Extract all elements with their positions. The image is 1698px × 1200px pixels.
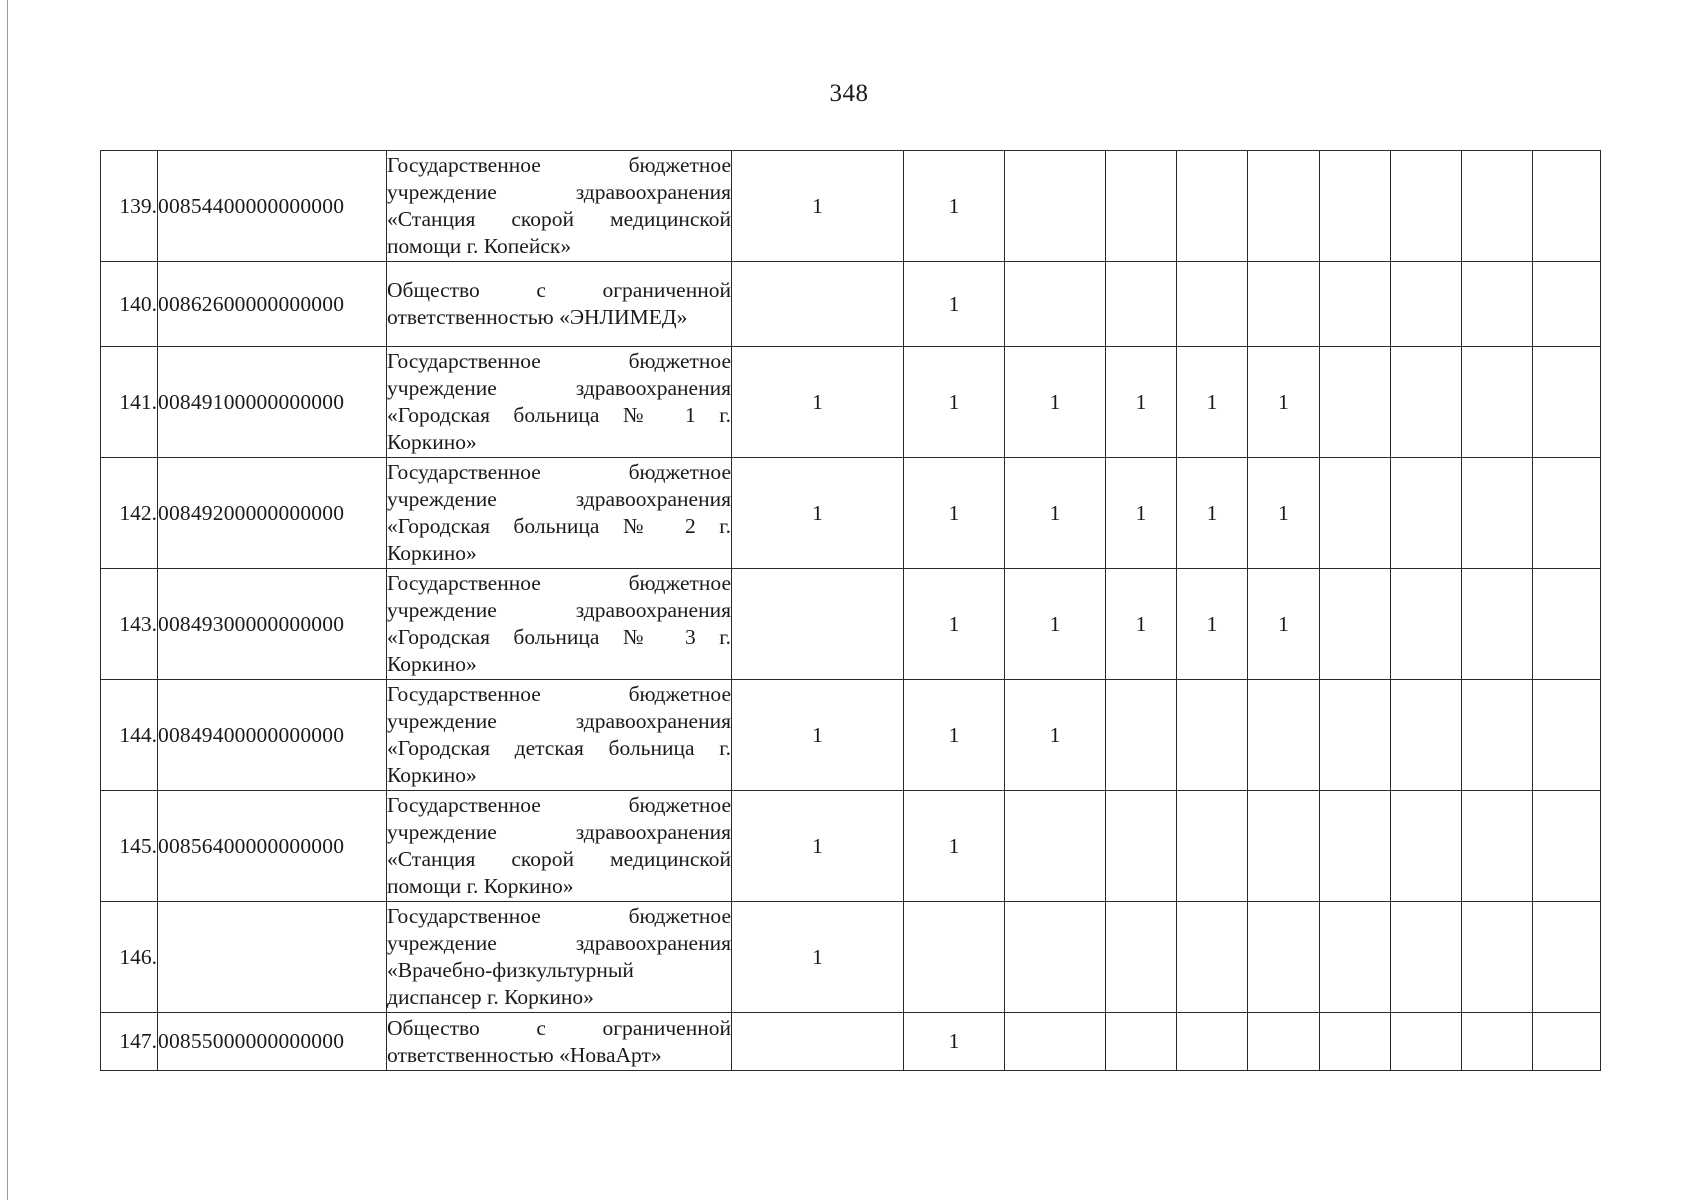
- registry-code: 00855000000000000: [158, 1013, 387, 1071]
- mark-cell-6: [1248, 262, 1320, 347]
- mark-cell-8: [1391, 791, 1462, 902]
- mark-cell-1: [732, 262, 904, 347]
- registry-code: 00849100000000000: [158, 347, 387, 458]
- mark-cell-10: [1533, 569, 1601, 680]
- mark-cell-7: [1320, 151, 1391, 262]
- mark-cell-1: 1: [732, 791, 904, 902]
- organization-name: Государственное бюджетное учреждение здравоохранения «Станция скорой медицинской помощи г. Копейск»: [387, 151, 732, 262]
- row-number: 145.: [101, 791, 158, 902]
- mark-cell-8: [1391, 458, 1462, 569]
- mark-cell-3: [1005, 1013, 1106, 1071]
- mark-cell-4: [1106, 151, 1177, 262]
- mark-cell-8: [1391, 1013, 1462, 1071]
- table-row: [101, 569, 1601, 680]
- mark-cell-2: 1: [904, 262, 1005, 347]
- organization-name: Общество с ограниченной ответственностью «ЭНЛИМЕД»: [387, 262, 732, 347]
- mark-cell-4: [1106, 680, 1177, 791]
- mark-cell-2: 1: [904, 680, 1005, 791]
- mark-cell-9: [1462, 262, 1533, 347]
- table-body: [101, 151, 1601, 1071]
- registry-code: 00854400000000000: [158, 151, 387, 262]
- mark-cell-4: 1: [1106, 569, 1177, 680]
- organizations-table: [100, 150, 1601, 1071]
- organization-name: Государственное бюджетное учреждение здравоохранения «Станция скорой медицинской помощи г. Коркино»: [387, 791, 732, 902]
- mark-cell-10: [1533, 1013, 1601, 1071]
- mark-cell-4: 1: [1106, 347, 1177, 458]
- table-row: [101, 347, 1601, 458]
- mark-cell-6: 1: [1248, 569, 1320, 680]
- row-number: 147.: [101, 1013, 158, 1071]
- mark-cell-9: [1462, 569, 1533, 680]
- mark-cell-2: 1: [904, 458, 1005, 569]
- registry-code: 00849300000000000: [158, 569, 387, 680]
- mark-cell-2: 1: [904, 1013, 1005, 1071]
- mark-cell-8: [1391, 262, 1462, 347]
- mark-cell-3: 1: [1005, 680, 1106, 791]
- registry-code: 00856400000000000: [158, 791, 387, 902]
- table-row: [101, 680, 1601, 791]
- organization-name: Государственное бюджетное учреждение здравоохранения «Городская больница № 2 г. Коркино»: [387, 458, 732, 569]
- mark-cell-7: [1320, 347, 1391, 458]
- mark-cell-8: [1391, 569, 1462, 680]
- organization-name: Государственное бюджетное учреждение здравоохранения «Городская детская больница г. Коркино»: [387, 680, 732, 791]
- mark-cell-5: [1177, 262, 1248, 347]
- mark-cell-7: [1320, 791, 1391, 902]
- table-row: [101, 262, 1601, 347]
- row-number: 140.: [101, 262, 158, 347]
- mark-cell-6: [1248, 1013, 1320, 1071]
- row-number: 146.: [101, 902, 158, 1013]
- row-number: 144.: [101, 680, 158, 791]
- registry-code: 00862600000000000: [158, 262, 387, 347]
- mark-cell-7: [1320, 1013, 1391, 1071]
- mark-cell-4: [1106, 902, 1177, 1013]
- mark-cell-10: [1533, 458, 1601, 569]
- mark-cell-4: [1106, 262, 1177, 347]
- mark-cell-1: 1: [732, 347, 904, 458]
- page-number: 348: [829, 80, 869, 107]
- mark-cell-2: [904, 902, 1005, 1013]
- mark-cell-2: 1: [904, 347, 1005, 458]
- mark-cell-8: [1391, 347, 1462, 458]
- mark-cell-1: [732, 1013, 904, 1071]
- mark-cell-5: [1177, 680, 1248, 791]
- mark-cell-5: 1: [1177, 569, 1248, 680]
- mark-cell-10: [1533, 262, 1601, 347]
- mark-cell-9: [1462, 680, 1533, 791]
- mark-cell-4: [1106, 1013, 1177, 1071]
- mark-cell-2: 1: [904, 151, 1005, 262]
- table-row: [101, 902, 1601, 1013]
- registry-code: 00849200000000000: [158, 458, 387, 569]
- mark-cell-1: 1: [732, 458, 904, 569]
- row-number: 141.: [101, 347, 158, 458]
- organization-name: Государственное бюджетное учреждение здравоохранения «Городская больница № 3 г. Коркино»: [387, 569, 732, 680]
- mark-cell-7: [1320, 680, 1391, 791]
- mark-cell-5: 1: [1177, 458, 1248, 569]
- organization-name: Государственное бюджетное учреждение здравоохранения «Городская больница № 1 г. Коркино»: [387, 347, 732, 458]
- table-row: [101, 151, 1601, 262]
- mark-cell-3: [1005, 902, 1106, 1013]
- mark-cell-7: [1320, 902, 1391, 1013]
- mark-cell-3: 1: [1005, 347, 1106, 458]
- mark-cell-7: [1320, 569, 1391, 680]
- mark-cell-9: [1462, 1013, 1533, 1071]
- row-number: 143.: [101, 569, 158, 680]
- mark-cell-1: [732, 569, 904, 680]
- mark-cell-4: [1106, 791, 1177, 902]
- mark-cell-6: 1: [1248, 458, 1320, 569]
- mark-cell-8: [1391, 151, 1462, 262]
- mark-cell-10: [1533, 902, 1601, 1013]
- mark-cell-6: [1248, 902, 1320, 1013]
- mark-cell-7: [1320, 458, 1391, 569]
- mark-cell-9: [1462, 902, 1533, 1013]
- organization-name: Общество с ограниченной ответственностью «НоваАрт»: [387, 1013, 732, 1071]
- table-row: [101, 1013, 1601, 1071]
- mark-cell-5: [1177, 151, 1248, 262]
- mark-cell-5: [1177, 902, 1248, 1013]
- mark-cell-3: 1: [1005, 569, 1106, 680]
- mark-cell-7: [1320, 262, 1391, 347]
- mark-cell-10: [1533, 151, 1601, 262]
- mark-cell-1: 1: [732, 902, 904, 1013]
- mark-cell-8: [1391, 680, 1462, 791]
- organization-name: Государственное бюджетное учреждение здравоохранения «Врачебно-физкультурный диспансер г. Коркино»: [387, 902, 732, 1013]
- mark-cell-10: [1533, 347, 1601, 458]
- mark-cell-2: 1: [904, 569, 1005, 680]
- mark-cell-9: [1462, 458, 1533, 569]
- registry-code: 00849400000000000: [158, 680, 387, 791]
- table-row: [101, 458, 1601, 569]
- mark-cell-6: [1248, 791, 1320, 902]
- mark-cell-4: 1: [1106, 458, 1177, 569]
- mark-cell-3: [1005, 262, 1106, 347]
- mark-cell-5: [1177, 791, 1248, 902]
- mark-cell-10: [1533, 791, 1601, 902]
- mark-cell-9: [1462, 347, 1533, 458]
- mark-cell-6: [1248, 151, 1320, 262]
- mark-cell-10: [1533, 680, 1601, 791]
- scan-edge: [7, 0, 8, 1200]
- mark-cell-5: [1177, 1013, 1248, 1071]
- mark-cell-2: 1: [904, 791, 1005, 902]
- row-number: 142.: [101, 458, 158, 569]
- mark-cell-3: [1005, 791, 1106, 902]
- mark-cell-3: [1005, 151, 1106, 262]
- mark-cell-9: [1462, 151, 1533, 262]
- mark-cell-6: [1248, 680, 1320, 791]
- registry-code: [158, 902, 387, 1013]
- mark-cell-8: [1391, 902, 1462, 1013]
- mark-cell-1: 1: [732, 151, 904, 262]
- mark-cell-9: [1462, 791, 1533, 902]
- table-row: [101, 791, 1601, 902]
- mark-cell-1: 1: [732, 680, 904, 791]
- mark-cell-6: 1: [1248, 347, 1320, 458]
- mark-cell-5: 1: [1177, 347, 1248, 458]
- mark-cell-3: 1: [1005, 458, 1106, 569]
- row-number: 139.: [101, 151, 158, 262]
